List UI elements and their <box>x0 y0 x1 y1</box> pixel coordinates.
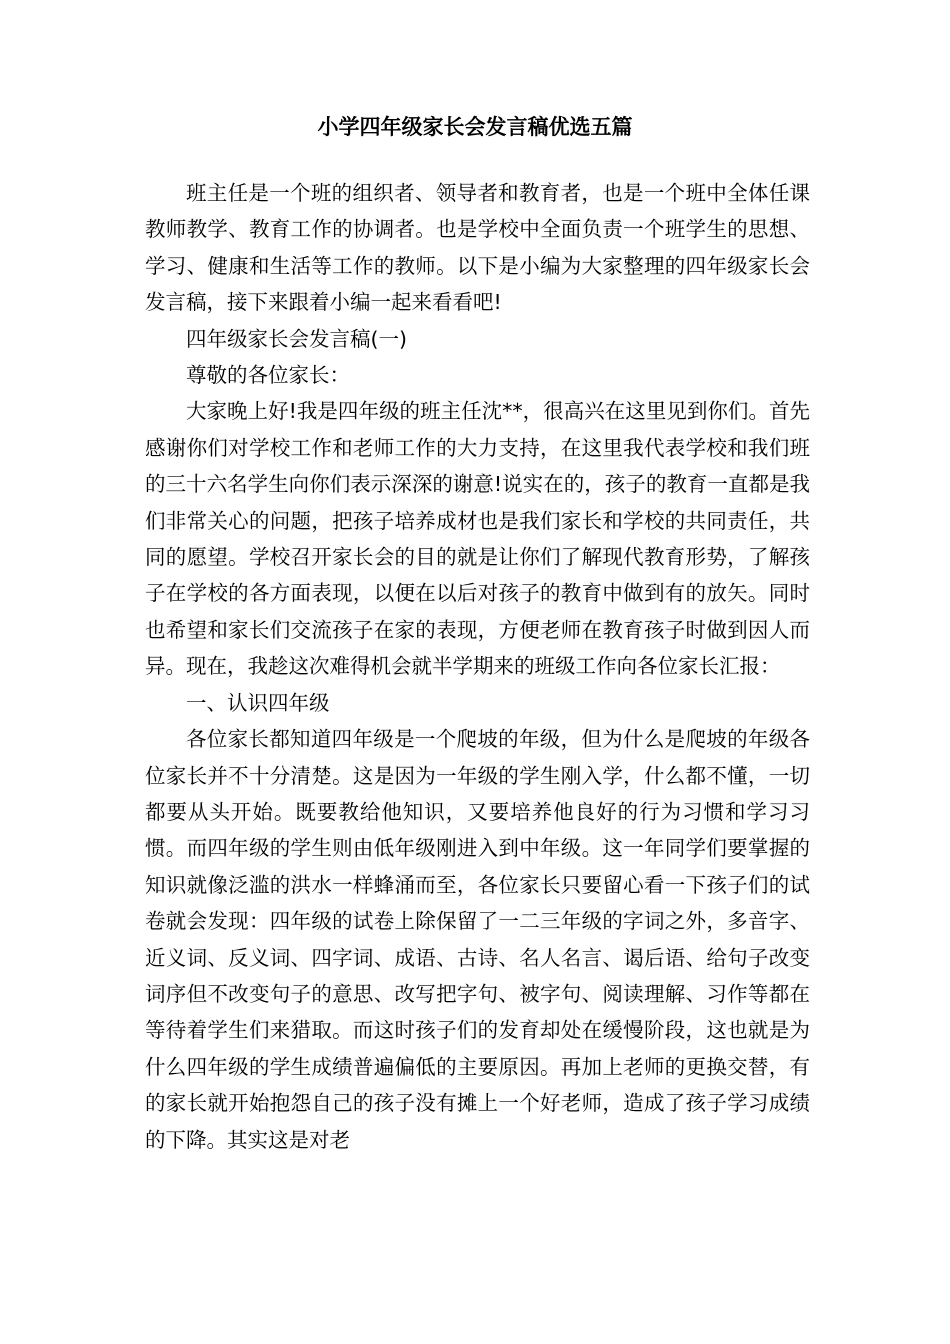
paragraph-salutation: 尊敬的各位家长： <box>186 363 350 388</box>
paragraph-greeting: 大家晚上好!我是四年级的班主任沈**，很高兴在这里见到你们。首先感谢你们对学校工作和老师工作的大力支持，在这里我代表学校和我们班的三十六名学生向你们表示深深的谢意!说实在的，孩子的教育一直都是我们非常关心的问题，把孩子培养成材也是我们家长和学校的共同责任，共同的愿望。学校召开家长会的目的就是让你们了解现代教育形势，了解孩子在学校的各方面表现，以便在以后对孩子的教育中做到有的放矢。同时也希望和家长们交流孩子在家的表现，方便老师在教育孩子时做到因人而异。现在，我趁这次难得机会就半学期来的班级工作向各位家长汇报： <box>145 399 810 679</box>
document-title: 小学四年级家长会发言稿优选五篇 <box>317 115 633 139</box>
paragraph-intro: 班主任是一个班的组织者、领导者和教育者，也是一个班中全体任课教师教学、教育工作的协调者。也是学校中全面负责一个班学生的思想、学习、健康和生活等工作的教师。以下是小编为大家整理的四年级家长会发言稿，接下来跟着小编一起来看看吧! <box>145 181 810 315</box>
paragraph-section-heading: 四年级家长会发言稿(一) <box>186 326 407 351</box>
paragraph-body: 各位家长都知道四年级是一个爬坡的年级，但为什么是爬坡的年级各位家长并不十分清楚。这是因为一年级的学生刚入学，什么都不懂，一切都要从头开始。既要教给他知识，又要培养他良好的行为习惯和学习习惯。而四年级的学生则由低年级刚进入到中年级。这一年同学们要掌握的知识就像泛滥的洪水一样蜂涌而至，各位家长只要留心看一下孩子们的试卷就会发现：四年级的试卷上除保留了一二三年级的字词之外，多音字、近义词、反义词、四字词、成语、古诗、名人名言、谒后语、给句子改变词序但不改变句子的意思、改写把字句、被字句、阅读理解、习作等都在等待着学生们来猎取。而这时孩子们的发育却处在缓慢阶段，这也就是为什么四年级的学生成绩普遍偏低的主要原因。再加上老师的更换交替，有的家长就开始抱怨自己的孩子没有摊上一个好老师，造成了孩子学习成绩的下降。其实这是对老 <box>145 727 810 1152</box>
paragraph-subheading: 一、认识四年级 <box>186 690 330 715</box>
document-body <box>145 175 810 1158</box>
